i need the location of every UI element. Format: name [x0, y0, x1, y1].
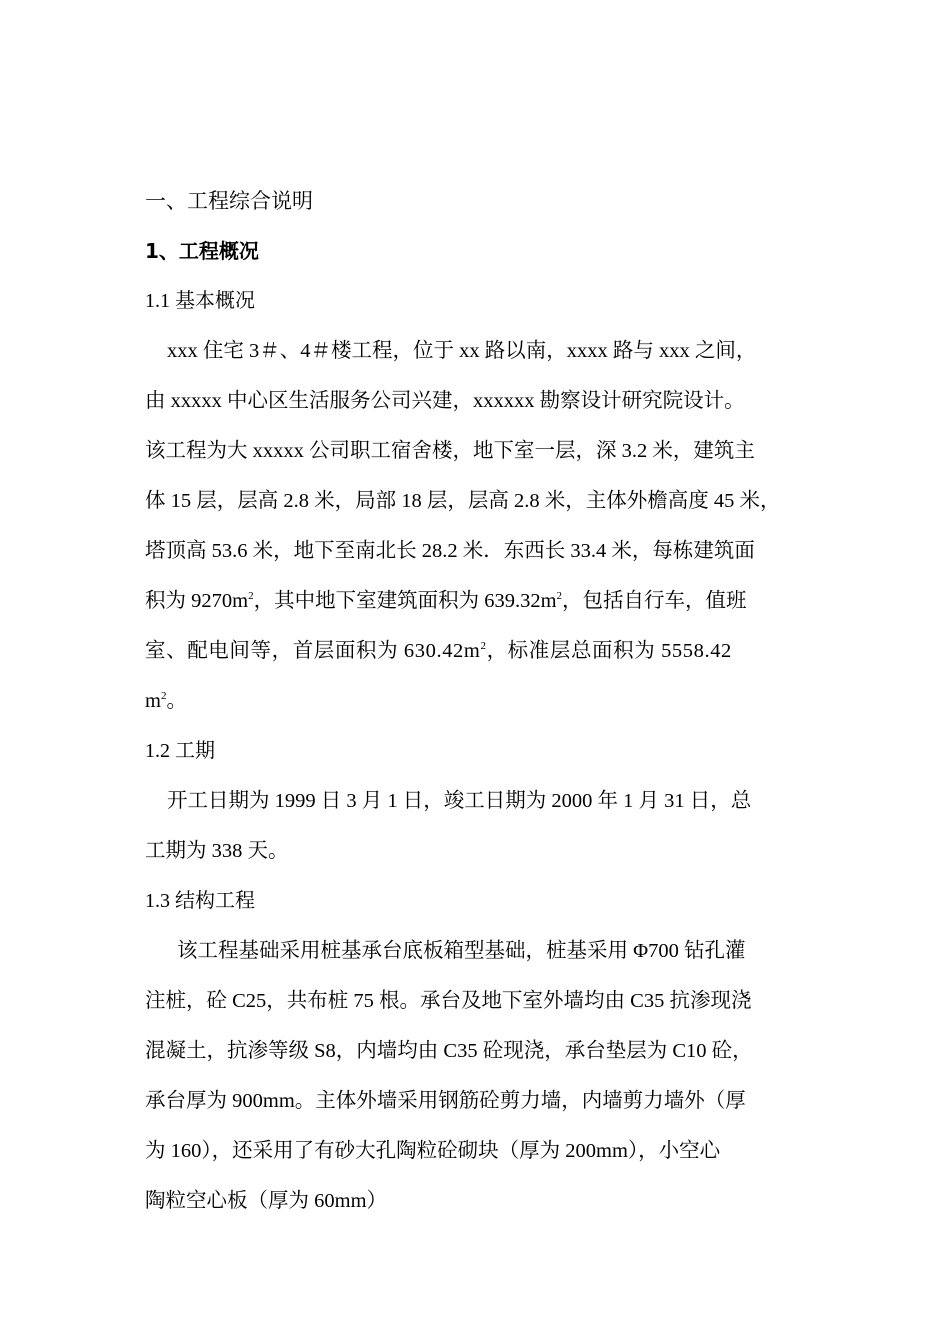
document-body: [145, 183, 810, 1233]
paragraph-line: 注桩，砼 C25，共布桩 75 根。承台及地下室外墙均由 C35 抗渗现浇: [145, 990, 752, 1012]
text-run: ，标准层总面积为 5558.42: [486, 640, 732, 662]
text-run: ，包括自行车，值班: [562, 590, 747, 612]
paragraph-line: 陶粒空心板（厚为 60mm）: [145, 1190, 388, 1212]
section-title: 一、工程综合说明: [145, 189, 313, 213]
heading-structure: 1.3 结构工程: [145, 890, 255, 912]
text-run: 室、配电间等，首层面积为 630.42m: [145, 640, 481, 662]
paragraph-line: 该工程基础采用桩基承台底板箱型基础，桩基采用 Φ700 钻孔灌: [177, 940, 746, 962]
paragraph-line: 塔顶高 53.6 米，地下至南北长 28.2 米．东西长 33.4 米，每栋建筑面: [145, 540, 755, 562]
text-run: m: [145, 690, 161, 712]
superscript: 2: [480, 640, 487, 653]
paragraph-line: 体 15 层，层高 2.8 米，局部 18 层，层高 2.8 米，主体外檐高度 45 米，: [145, 490, 781, 512]
superscript: 2: [556, 590, 563, 603]
paragraph-line: 开工日期为 1999 日 3 月 1 日，竣工日期为 2000 年 1 月 31 日，总: [167, 790, 752, 812]
paragraph-line: xxx 住宅 3＃、4＃楼工程，位于 xx 路以南，xxxx 路与 xxx 之间，: [167, 340, 757, 362]
paragraph-line: 该工程为大 xxxxx 公司职工宿舍楼，地下室一层，深 3.2 米，建筑主: [145, 440, 755, 462]
subsection-title: 1、工程概况: [145, 239, 259, 263]
paragraph-line: [145, 583, 810, 619]
paragraph-line: 承台厚为 900mm。主体外墙采用钢筋砼剪力墙，内墙剪力墙外（厚: [145, 1090, 746, 1112]
text-run: 积为 9270m: [145, 590, 249, 612]
text-run: 。: [166, 690, 187, 712]
superscript: 2: [248, 590, 254, 603]
paragraph-line: 工期为 338 天。: [145, 840, 289, 862]
paragraph-line: [145, 683, 810, 719]
superscript: 2: [160, 690, 167, 703]
paragraph-line: [145, 633, 810, 669]
paragraph-line: 混凝土，抗渗等级 S8，内墙均由 C35 砼现浇，承台垫层为 C10 砼，: [145, 1040, 753, 1062]
paragraph-line: 为 160），还采用了有砂大孔陶粒砼砌块（厚为 200mm），小空心: [145, 1140, 721, 1162]
text-run: ，其中地下室建筑面积为 639.32m: [253, 590, 557, 612]
heading-basic-overview: 1.1 基本概况: [145, 290, 255, 312]
paragraph-line: 由 xxxxx 中心区生活服务公司兴建，xxxxxx 勘察设计研究院设计。: [145, 390, 745, 412]
heading-schedule: 1.2 工期: [145, 740, 215, 762]
